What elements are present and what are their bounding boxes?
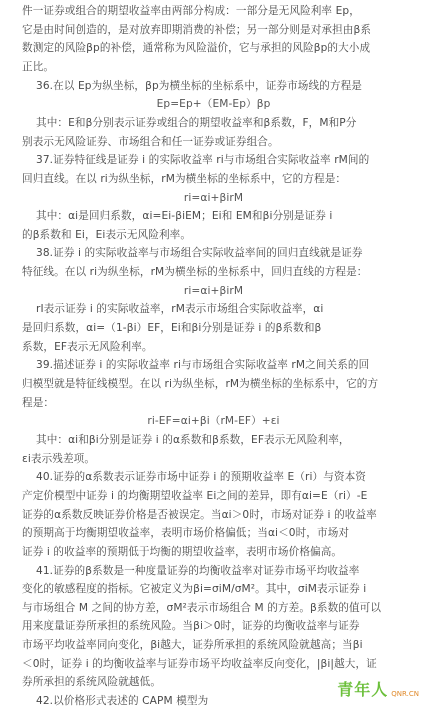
formula-sml: Ep=Ep+（EM-Ep）βp bbox=[156, 98, 271, 111]
text-line: 39.描述证券 i 的实际收益率 ri与市场组合实际收益率 rM之间关系的回 bbox=[36, 359, 370, 372]
formula-regression-line: ri=αi+βirM bbox=[183, 284, 244, 297]
text-line: 正比。 bbox=[22, 60, 55, 73]
text-line: 用来度量证券所承担的系统风险。当βi＞0时，证券的均衡收益率与证券 bbox=[22, 620, 360, 633]
text-line: 其中：E和β分别表示证券或组合的期望收益率和β系数，F，M和P分 bbox=[36, 116, 357, 129]
text-line: 37.证券特征线是证券 i 的实际收益率 ri与市场组合实际收益率 rM间的 bbox=[36, 154, 370, 167]
watermark-logo bbox=[337, 677, 419, 700]
text-line: 36.在以 Ep为纵坐标，βp为横坐标的坐标系中，证券市场线的方程是 bbox=[36, 79, 362, 92]
formula-characteristic-line: ri=αi+βirM bbox=[183, 191, 244, 204]
text-line: 41.证券的β系数是一种度量证券的均衡收益率对证券市场平均收益率 bbox=[36, 564, 360, 577]
logo-text-cn: 青年人 bbox=[337, 680, 389, 699]
text-line: 变化的敏感程度的指标。它被定义为βi=σiM/σM²。其中，σiM表示证券 i bbox=[22, 583, 367, 596]
text-line: 的β系数和 Ei，Ei表示无风险利率。 bbox=[22, 228, 192, 241]
formula-characteristic-model: ri-EF=αi+βi（rM-EF）+εi bbox=[147, 415, 280, 428]
text-line: 40.证券的α系数表示证券市场中证券 i 的预期收益率 E（ri）与资本资 bbox=[36, 471, 367, 484]
text-line: 38.证券 i 的实际收益率与市场组合实际收益率间的回归直线就是证券 bbox=[36, 247, 363, 260]
text-line: 数测定的风险βp的补偿，通常称为风险溢价，它与承担的风险βp的大小成 bbox=[22, 42, 371, 55]
text-line-last: 42.以价格形式表述的 CAPM 模型为 bbox=[36, 695, 209, 707]
text-line: 市场平均收益率同向变化，βi越大，证券所承担的系统风险就越高；当βi bbox=[22, 639, 363, 652]
text-line: 别表示无风险证券、市场组合和任一证券或证券组合。 bbox=[22, 135, 279, 148]
text-line: ＜0时，证券 i 的均衡收益率与证券市场平均收益率反向变化，|βi|越大，证 bbox=[22, 657, 377, 670]
logo-text-en: QNR.CN bbox=[391, 690, 419, 698]
text-line: 其中：αi和βi分别是证券 i 的α系数和β系数，EF表示无风险利率， bbox=[36, 433, 350, 446]
text-line: 件一证券或组合的期望收益率由两部分构成：一部分是无风险利率 Ep， bbox=[22, 5, 360, 17]
text-line: 其中：αi是回归系数，αi=Ei-βiEM；Ei和 EM和βi分别是证券 i bbox=[36, 210, 333, 223]
text-line: 特征线。在以 ri为纵坐标，rM为横坐标的坐标系中，回归直线的方程是： bbox=[22, 266, 368, 279]
text-line: 程是： bbox=[22, 396, 55, 409]
text-line: 券所承担的系统风险就越低。 bbox=[22, 676, 162, 689]
text-line: 回归直线。在以 ri为纵坐标，rM为横坐标的坐标系中，它的方程是： bbox=[22, 172, 347, 185]
text-line: 产定价模型中证券 i 的均衡期望收益率 Ei之间的差异，即有αi=E（ri）-E bbox=[22, 489, 368, 502]
text-line: εi表示残差项。 bbox=[22, 452, 96, 465]
text-line: rI表示证券 i 的实际收益率，rM表示市场组合实际收益率，αi bbox=[36, 303, 324, 316]
text-line: 系数，EF表示无风险利率。 bbox=[22, 340, 153, 353]
text-line: 是回归系数，αi=（1-βi）EF，Ei和βi分别是证券 i 的β系数和β bbox=[22, 322, 322, 334]
text-line: 证券的α系数反映证券价格是否被误定。当αi＞0时，市场对证券 i 的收益率 bbox=[22, 508, 377, 521]
text-line: 它是由时间创造的，是对放弃即期消费的补偿；另一部分则是对承担由β系 bbox=[22, 23, 372, 36]
text-line: 的预期高于均衡期望收益率，表明市场价格偏低；当αi＜0时，市场对 bbox=[22, 527, 350, 540]
text-line: 归模型就是特征线模型。在以 ri为纵坐标，rM为横坐标的坐标系中，它的方 bbox=[22, 378, 379, 390]
text-line: 与市场组合 M 之间的协方差，σM²表示市场组合 M 的方差。β系数的值可以 bbox=[22, 601, 382, 614]
text-line: 证券 i 的收益率的预期低于均衡的期望收益率，表明市场价格偏高。 bbox=[22, 545, 343, 558]
